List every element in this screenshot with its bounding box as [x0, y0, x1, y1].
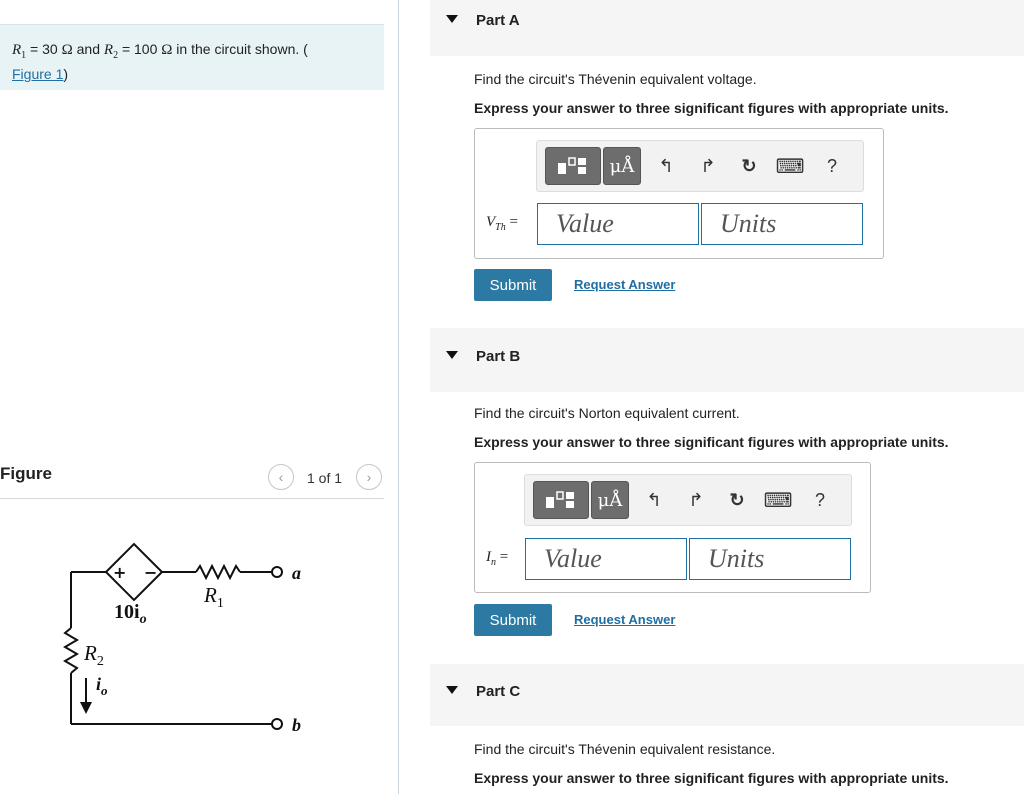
micro-angstrom-icon: μÅ — [609, 155, 635, 177]
r2-symbol: $R_2$ — [103, 42, 119, 61]
figure-link[interactable]: Figure 1 — [12, 66, 64, 82]
prev-figure-button[interactable] — [268, 464, 294, 490]
chevron-right-icon: › — [366, 469, 372, 485]
part-a-value-input[interactable] — [537, 203, 699, 245]
problem-statement: $R_1 = 30$ Ω and $R_2 = 100$ Ω in the circuit shown. ( Figure 1) — [12, 41, 308, 82]
templates-icon — [556, 155, 590, 177]
units-button[interactable] — [591, 481, 629, 519]
chevron-left-icon: ‹ — [278, 469, 284, 485]
r2-value: = 100 — [118, 41, 162, 57]
reset-icon[interactable]: ↻ — [741, 155, 757, 176]
help-icon[interactable]: ? — [826, 155, 837, 176]
next-figure-button[interactable] — [356, 464, 382, 490]
keyboard-icon[interactable]: ⌨ — [763, 489, 793, 512]
micro-angstrom-icon: μÅ — [597, 489, 623, 511]
keyboard-icon[interactable]: ⌨ — [775, 155, 805, 178]
panel-divider — [398, 0, 399, 794]
r1-label: $R_1$ — [204, 583, 224, 611]
reset-icon[interactable]: ↻ — [729, 489, 745, 510]
part-b-instruction: Express your answer to three significant figures with appropriate units. — [474, 434, 949, 450]
undo-icon[interactable]: ↰ — [646, 489, 662, 510]
redo-icon[interactable]: ↱ — [700, 155, 716, 176]
source-minus-sign: − — [144, 563, 158, 582]
part-b-variable-label: $I_n$ = — [486, 549, 509, 568]
part-c-question: Find the circuit's Thévenin equivalent resistance. — [474, 741, 776, 757]
ohm-symbol: Ω — [61, 42, 73, 58]
part-b-question: Find the circuit's Norton equivalent current. — [474, 405, 740, 421]
help-icon[interactable]: ? — [814, 489, 825, 510]
r2-label: $R_2$ — [84, 641, 104, 669]
part-b-header[interactable] — [430, 328, 1024, 392]
part-b-submit-button[interactable]: Submit — [474, 604, 552, 636]
redo-icon[interactable]: ↱ — [688, 489, 704, 510]
part-b-units-input[interactable] — [689, 538, 851, 580]
collapse-triangle-icon[interactable] — [446, 686, 458, 694]
units-button[interactable] — [603, 147, 641, 185]
part-b-value-input[interactable] — [525, 538, 687, 580]
part-b-toolbar — [524, 474, 852, 526]
terminal-a-label: a — [292, 563, 301, 583]
part-c-instruction: Express your answer to three significant figures with appropriate units. — [474, 770, 949, 786]
terminal-b-label: b — [292, 715, 301, 735]
r1-symbol: $R_1$ — [12, 42, 27, 61]
part-a-instruction: Express your answer to three significant figures with appropriate units. — [474, 100, 949, 116]
part-c-header[interactable] — [430, 664, 1024, 726]
part-a-variable-label: $V_{Th}$ = — [486, 214, 518, 233]
circuit-diagram — [0, 500, 384, 760]
templates-button[interactable] — [545, 147, 601, 185]
terminal-a-node — [272, 567, 282, 577]
part-b-request-answer-link[interactable]: Request Answer — [574, 612, 676, 627]
current-label: $i_o$ — [96, 674, 108, 698]
collapse-triangle-icon[interactable] — [446, 15, 458, 23]
part-a-submit-button[interactable]: Submit — [474, 269, 552, 301]
part-a-title: Part A — [476, 12, 520, 29]
r2-resistor — [65, 628, 77, 673]
templates-button[interactable] — [533, 481, 589, 519]
part-c-title: Part C — [476, 683, 521, 700]
r1-value: = 30 — [26, 41, 62, 57]
collapse-triangle-icon[interactable] — [446, 351, 458, 359]
part-a-question: Find the circuit's Thévenin equivalent voltage. — [474, 71, 757, 87]
ohm-symbol: Ω — [161, 42, 173, 58]
figure-pager-text: 1 of 1 — [307, 470, 343, 486]
source-plus-sign: + — [113, 563, 127, 582]
figure-title: Figure — [0, 464, 52, 483]
part-a-request-answer-link[interactable]: Request Answer — [574, 277, 676, 292]
part-a-toolbar — [536, 140, 864, 192]
source-label: $10i_o$ — [114, 601, 147, 627]
part-b-title: Part B — [476, 348, 521, 365]
part-a-units-input[interactable] — [701, 203, 863, 245]
templates-icon — [544, 489, 578, 511]
figure-divider — [0, 498, 384, 499]
r1-resistor — [196, 566, 240, 578]
terminal-b-node — [272, 719, 282, 729]
part-a-header[interactable] — [430, 0, 1024, 56]
undo-icon[interactable]: ↰ — [658, 155, 674, 176]
current-arrow-head — [80, 702, 92, 714]
